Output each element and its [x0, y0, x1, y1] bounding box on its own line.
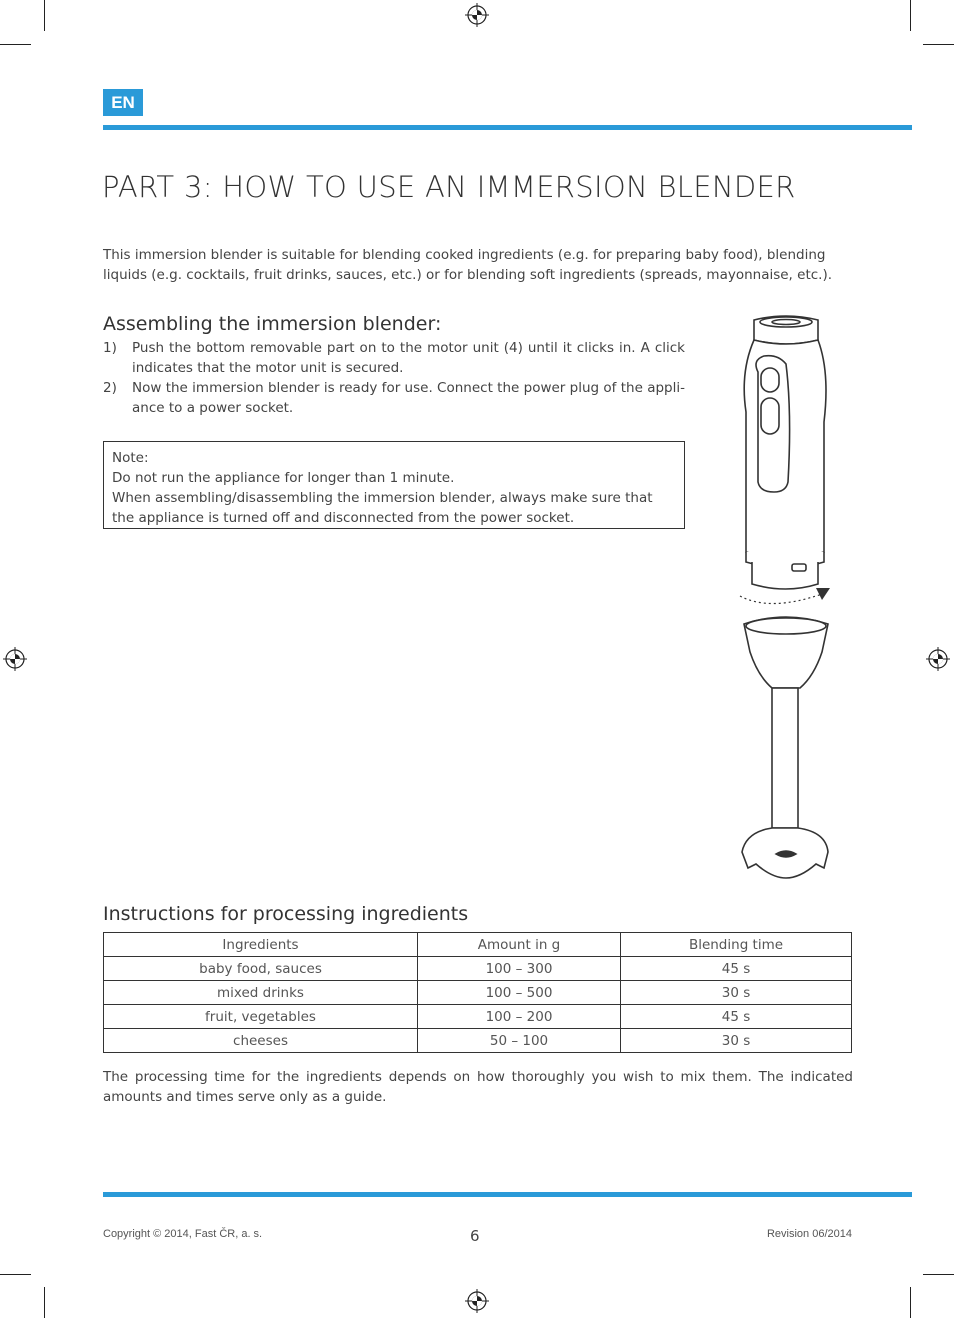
table-cell: 45 s	[621, 1005, 852, 1029]
column-header: Amount in g	[418, 933, 621, 957]
step-text: Push the bottom removable part on to the motor unit (4) until it clicks in. A click indicates that the motor unit is secured.	[132, 340, 685, 376]
step-number: 2)	[103, 380, 117, 396]
registration-mark-icon	[926, 647, 950, 671]
assembling-heading: Assembling the immersion blender:	[103, 313, 442, 335]
table-row	[104, 1029, 852, 1053]
table-cell: fruit, vegetables	[104, 1005, 418, 1029]
registration-mark-icon	[3, 647, 27, 671]
intro-paragraph: This immersion blender is suitable for blending cooked ingredients (e.g. for preparing baby food), blending liquids (e.g. cocktails, fruit drinks, sauces, etc.) or for blending soft ingredients (spreads, mayonnaise, etc.).	[103, 247, 833, 283]
registration-mark-icon	[465, 3, 489, 27]
crop-mark	[44, 1287, 45, 1318]
processing-heading: Instructions for processing ingredients	[103, 903, 469, 925]
table-cell: 30 s	[621, 981, 852, 1005]
crop-mark	[0, 44, 31, 45]
crop-mark	[0, 1274, 31, 1275]
note-label: Note:	[112, 450, 149, 466]
table-cell: mixed drinks	[104, 981, 418, 1005]
crop-mark	[923, 44, 954, 45]
table-cell: 100 – 500	[418, 981, 621, 1005]
column-header: Blending time	[621, 933, 852, 957]
table-row	[104, 981, 852, 1005]
table-cell: baby food, sauces	[104, 957, 418, 981]
step-item	[103, 338, 685, 378]
table-cell: 50 – 100	[418, 1029, 621, 1053]
blender-illustration	[730, 312, 840, 884]
page-title: PART 3: HOW TO USE AN IMMERSION BLENDER	[102, 170, 796, 204]
crop-mark	[910, 0, 911, 31]
page-number: 6	[470, 1227, 480, 1245]
table-row	[104, 957, 852, 981]
step-item	[103, 378, 685, 418]
footer-rule	[103, 1192, 912, 1197]
table-header-row	[104, 933, 852, 957]
language-badge: EN	[103, 89, 143, 116]
table-cell: 100 – 300	[418, 957, 621, 981]
note-line: Do not run the appliance for longer than 1 minute.	[112, 470, 455, 486]
crop-mark	[923, 1274, 954, 1275]
step-number: 1)	[103, 340, 117, 356]
header-rule	[103, 125, 912, 130]
note-box	[103, 441, 685, 529]
table-cell: cheeses	[104, 1029, 418, 1053]
column-header: Ingredients	[104, 933, 418, 957]
table-row	[104, 1005, 852, 1029]
note-line: When assembling/disassembling the immersion blender, always make sure that the appliance is turned off and disconnected from the power socket.	[112, 490, 653, 526]
table-cell: 45 s	[621, 957, 852, 981]
step-text: Now the immersion blender is ready for use. Connect the power plug of the appli-ance to a power socket.	[132, 380, 685, 416]
crop-mark	[910, 1287, 911, 1318]
table-cell: 30 s	[621, 1029, 852, 1053]
table-cell: 100 – 200	[418, 1005, 621, 1029]
revision-text: Revision 06/2014	[766, 1228, 852, 1240]
registration-mark-icon	[465, 1289, 489, 1313]
copyright-text: Copyright © 2014, Fast ČR, a. s.	[103, 1228, 263, 1240]
assembling-steps	[103, 338, 685, 418]
processing-footnote: The processing time for the ingredients depends on how thoroughly you wish to mix them. The indicated amounts and times serve only as a guide.	[103, 1069, 853, 1105]
ingredients-table	[103, 932, 852, 1053]
crop-mark	[44, 0, 45, 31]
